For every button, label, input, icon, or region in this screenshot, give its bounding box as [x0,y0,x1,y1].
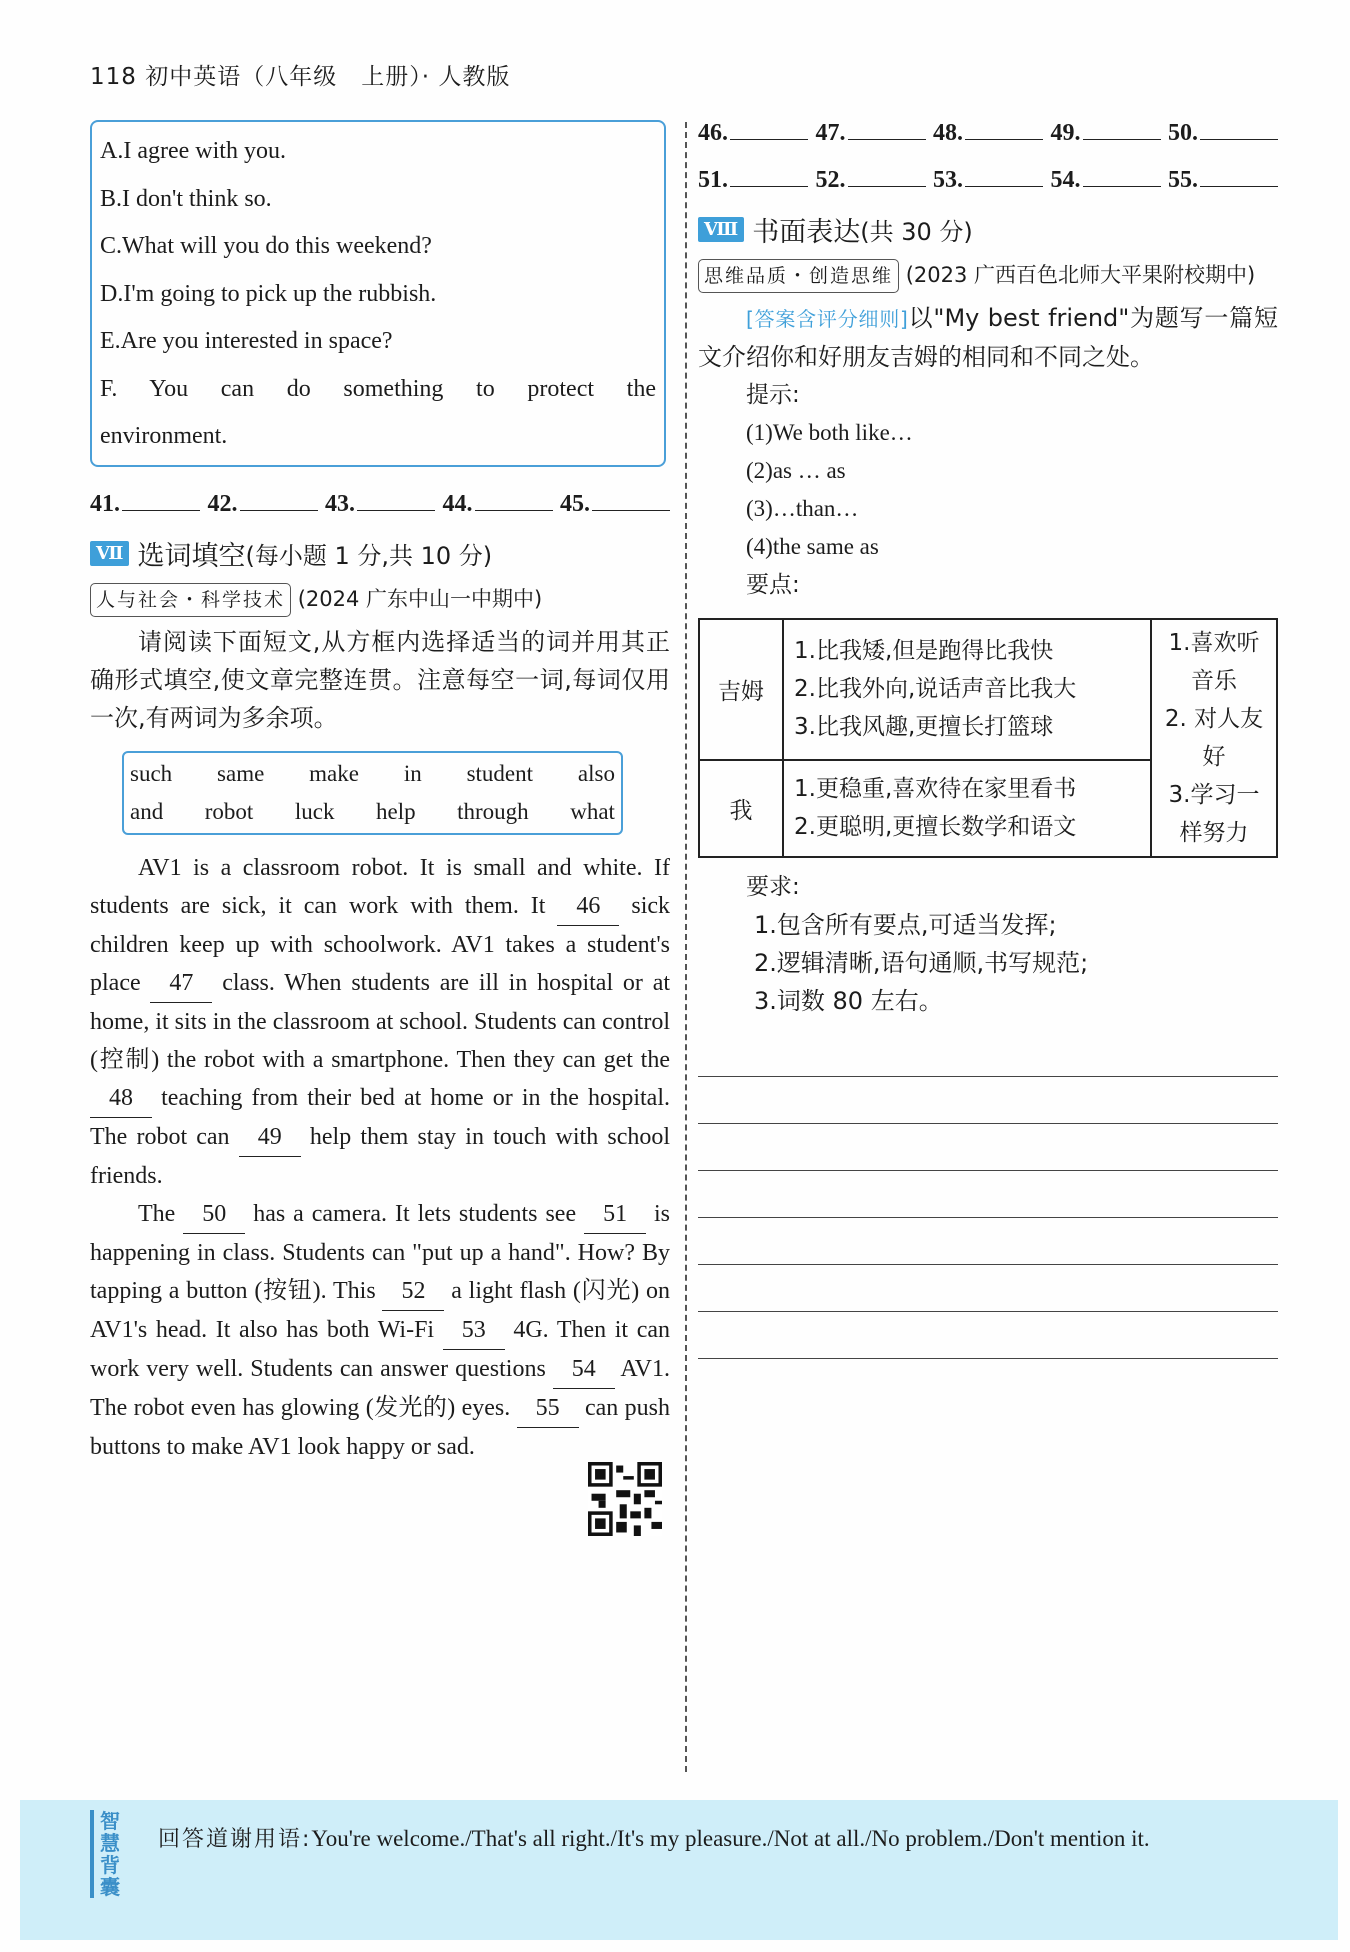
row-label-jim: 吉姆 [699,619,783,760]
blank-45[interactable]: 45. [560,481,670,528]
blank-54-answer[interactable]: 54. [1051,157,1161,204]
blank-49[interactable]: 49 [239,1118,301,1157]
section-7-title: 选词填空 [137,540,246,572]
writing-line[interactable] [698,1124,1278,1171]
section-8-source: (2023 广西百色北师大平果附校期中) [905,263,1256,287]
blank-41[interactable]: 41. [90,481,200,528]
requirement-1: 1.包含所有要点,可适当发挥; [754,911,1057,939]
writing-line[interactable] [698,1312,1278,1359]
writing-line[interactable] [698,1030,1278,1077]
blank-53[interactable]: 53 [443,1311,505,1350]
word-bank-row-1 [130,755,615,793]
answer-blanks-51-55 [698,157,1278,204]
jim-points: 1.比我矮,但是跑得比我快 2.比我外向,说话声音比我大 3.比我风趣,更擅长打篮球 [783,619,1151,760]
section-7-heading [90,534,670,573]
word-bank-row-2 [130,793,615,831]
passage-paragraph-1: AV1 is a classroom robot. It is small and white. If students are sick, it can work with them. It 46 sick children keep up with schoolwork. AV1 takes a student's place 47 class. When students are ill in hospital or at home, it sits in the classroom at school. Students can control (控制) the robot with a smartphone. Then they can get the 48 teaching from their bed at home or in the hospital. The robot can 49 help them stay in touch with school friends. [90,854,671,1189]
key-points-table [698,618,1278,858]
footer-side-label: 智慧背囊 [90,1810,134,1898]
reading-passage [90,849,670,1466]
footer-phrases: You're welcome./That's all right./It's my pleasure./Not at all./No problem./Don't mention it. [311,1826,1150,1851]
blank-52-answer[interactable]: 52. [816,157,926,204]
footer-tip-box [20,1800,1338,1940]
word: what [570,798,615,824]
tip-3: (3)…than… [746,496,859,521]
word: and [130,798,164,824]
blank-48-answer[interactable]: 48. [933,110,1043,157]
options-box [90,120,666,467]
section-7-score: (每小题 1 分,共 10 分) [245,541,493,570]
blank-43[interactable]: 43. [325,481,435,528]
word: help [375,798,416,824]
book-title: 初中英语（八年级 上册）· 人教版 [145,64,511,90]
answer-blanks-41-45 [90,481,670,528]
scoring-tag: [答案含评分细则] [746,307,908,331]
blank-51[interactable]: 51 [584,1195,646,1234]
row-label-me: 我 [699,760,783,857]
blank-50-answer[interactable]: 50. [1168,110,1278,157]
tip-2: (2)as … as [746,458,846,483]
requirements-label: 要求: [746,874,800,900]
blank-49-answer[interactable]: 49. [1051,110,1161,157]
requirement-3: 3.词数 80 左右。 [754,987,943,1015]
blank-54[interactable]: 54 [553,1350,615,1389]
section-8-tag: 思维品质・创造思维 [698,259,899,293]
writing-line[interactable] [698,1171,1278,1218]
blank-46[interactable]: 46 [557,887,619,926]
writing-lines[interactable] [698,1030,1278,1359]
option-f-cont: environment. [100,423,228,449]
tip-1: (1)We both like… [746,420,913,445]
writing-line[interactable] [698,1218,1278,1265]
tip-4: (4)the same as [746,534,879,559]
qr-code-icon[interactable] [588,1462,662,1536]
blank-50[interactable]: 50 [183,1195,245,1234]
blank-42[interactable]: 42. [208,481,318,528]
word-bank [122,751,623,835]
page-header [90,58,510,91]
word: make [309,760,359,786]
my-points: 1.更稳重,喜欢待在家里看书 2.更聪明,更擅长数学和语文 [783,760,1151,857]
blank-46-answer[interactable]: 46. [698,110,808,157]
word: also [577,760,615,786]
section-8-score: (共 30 分) [860,218,973,246]
section-7-source-line [90,583,670,617]
passage-paragraph-2: The 50 has a camera. It lets students see 51 is happening in class. Students can "put up a hand". How? By tapping a button (按钮). This 52 a light flash (闪光) on AV1's head. It also has both Wi-Fi 53 4G. Then it can work very well. Students can answer questions 54 AV1. The robot even has glowing (发光的) eyes. 55 can push buttons to make AV1 look happy or sad. [90,1195,670,1466]
blank-51-answer[interactable]: 51. [698,157,808,204]
option-f: F. You can do something to protect the [100,375,656,402]
blank-55[interactable]: 55 [517,1389,579,1428]
word: such [130,760,173,786]
word: in [403,760,422,786]
column-divider [685,122,687,1772]
blank-47-answer[interactable]: 47. [816,110,926,157]
requirement-2: 2.逻辑清晰,语句通顺,书写规范; [754,949,1089,977]
word: through [457,798,529,824]
tips-label: 提示: [746,382,800,408]
blank-47[interactable]: 47 [150,964,212,1003]
option-e: E.Are you interested in space? [100,328,393,354]
blank-55-answer[interactable]: 55. [1168,157,1278,204]
section-8-source-line [698,259,1278,293]
writing-prompt: [答案含评分细则]以"My best friend"为题写一篇短文介绍你和好朋友吉姆的相同和不同之处。 [698,304,1278,371]
option-a: A.I agree with you. [100,138,286,164]
writing-line[interactable] [698,1265,1278,1312]
section-8-number: Ⅷ [698,217,744,242]
page-number: 118 [90,64,137,90]
option-b: B.I don't think so. [100,185,272,212]
option-d: D.I'm going to pick up the rubbish. [100,280,437,307]
section-7-number: Ⅶ [90,541,129,566]
right-column [698,120,1278,1359]
section-7-tag: 人与社会・科学技术 [90,583,291,617]
writing-line[interactable] [698,1077,1278,1124]
section-8-heading [698,210,1278,249]
word: same [217,760,265,786]
section-7-instructions: 请阅读下面短文,从方框内选择适当的词并用其正确形式填空,使文章完整连贯。注意每空一词,每词仅用一次,有两词为多余项。 [90,627,670,732]
word: luck [294,798,335,824]
points-label: 要点: [746,572,800,598]
left-column [90,120,670,1466]
footer-text [158,1818,1308,1860]
answer-blanks-46-50 [698,110,1278,157]
word: robot [204,798,254,824]
blank-48[interactable]: 48 [90,1079,152,1118]
word: student [466,760,534,786]
blank-44[interactable]: 44. [443,481,553,528]
blank-53-answer[interactable]: 53. [933,157,1043,204]
section-8-title: 书面表达 [752,217,861,248]
option-c: C.What will you do this weekend? [100,233,432,259]
section-7-source: (2024 广东中山一中期中) [297,586,543,611]
blank-52[interactable]: 52 [382,1272,444,1311]
footer-label: 回答道谢用语: [158,1827,312,1852]
common-points: 1.喜欢听音乐 2. 对人友好 3.学习一样努力 [1151,619,1277,857]
